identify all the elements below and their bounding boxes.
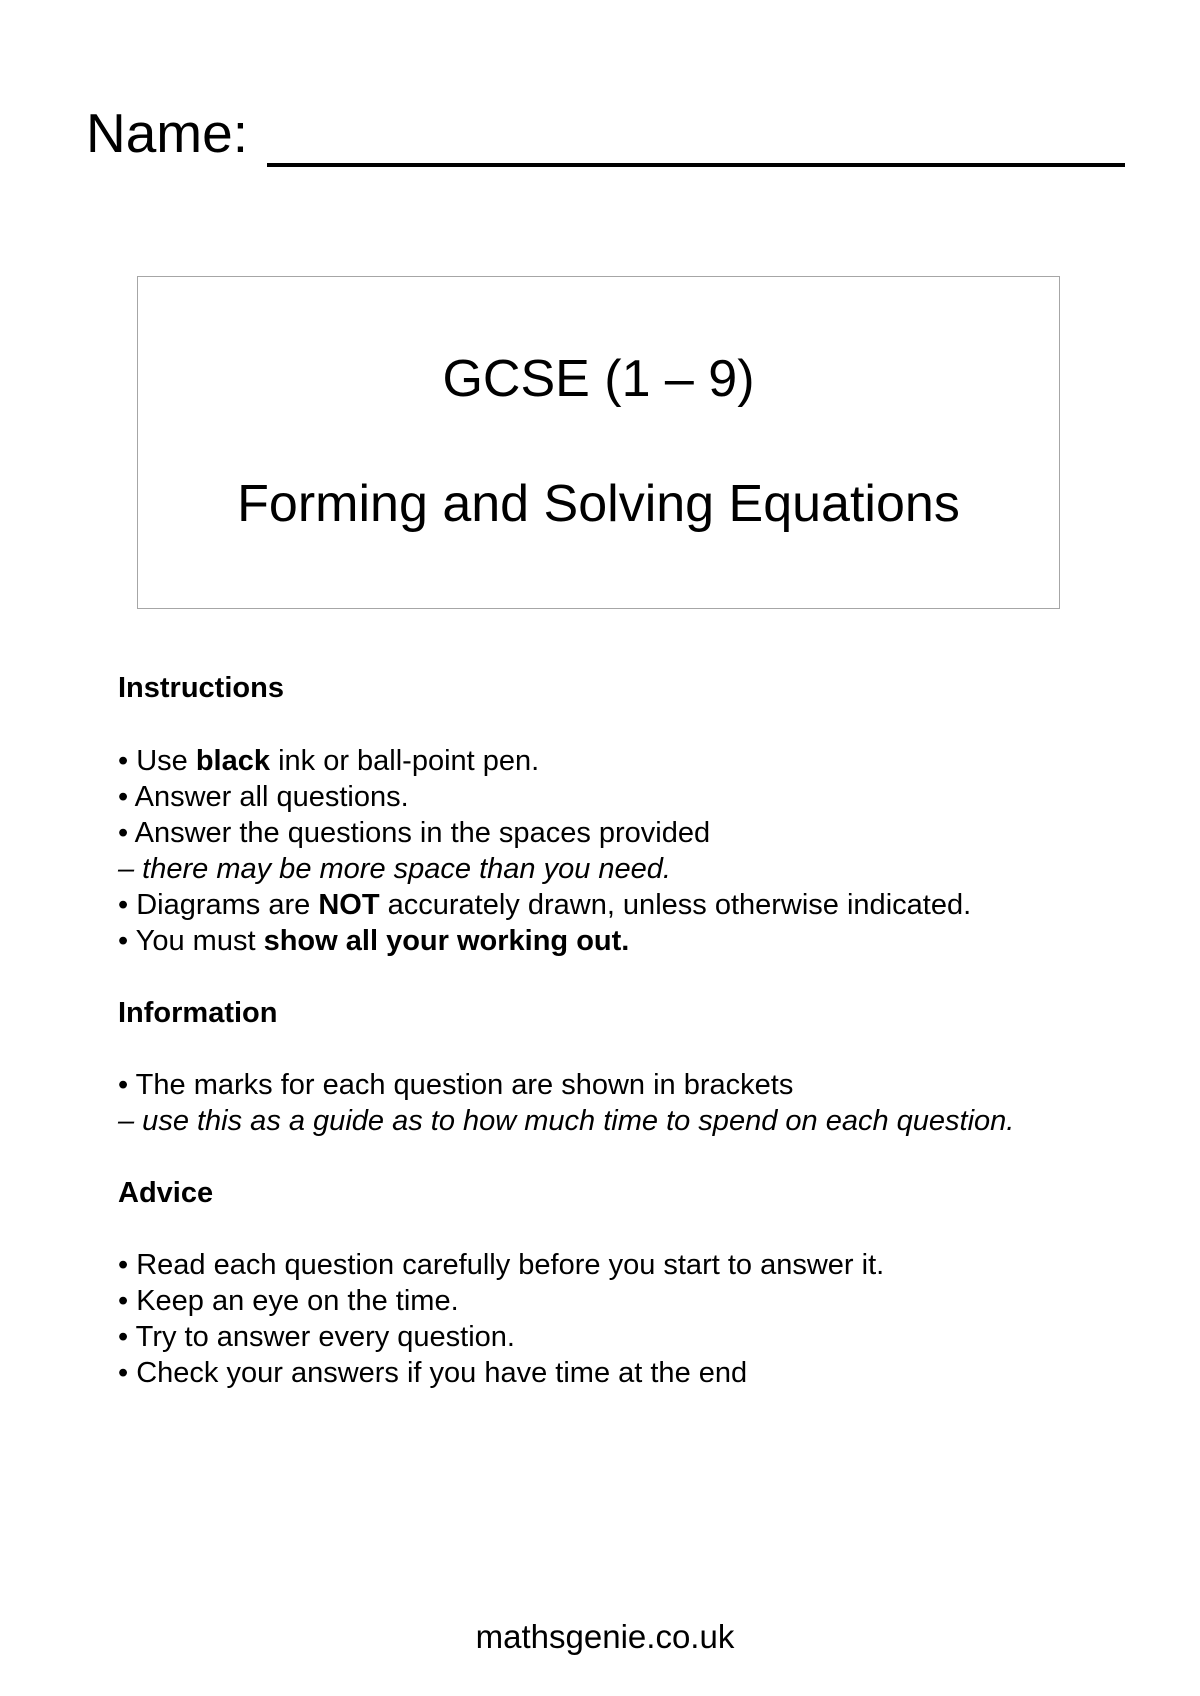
title-box <box>137 276 1060 609</box>
advice-item: • Check your answers if you have time at the end <box>118 1357 748 1389</box>
advice-item: • Try to answer every question. <box>118 1321 515 1353</box>
page-title: Forming and Solving Equations <box>237 475 960 533</box>
advice-item: • Read each question carefully before you start to answer it. <box>118 1249 885 1281</box>
exam-level: GCSE (1 – 9) <box>442 350 755 408</box>
information-item-note: – use this as a guide as to how much time to spend on each question. <box>118 1105 1015 1137</box>
name-label: Name: <box>86 102 248 164</box>
advice-heading: Advice <box>118 1177 214 1209</box>
instruction-item: • You must show all your working out. <box>118 925 630 957</box>
instruction-item: • Answer the questions in the spaces provided <box>118 817 711 849</box>
name-underline <box>267 163 1125 167</box>
instruction-item: • Answer all questions. <box>118 781 409 813</box>
instruction-item: • Use black ink or ball-point pen. <box>118 745 540 777</box>
instruction-item: • Diagrams are NOT accurately drawn, unless otherwise indicated. <box>118 889 972 921</box>
name-field <box>86 98 1126 178</box>
instructions-heading: Instructions <box>118 672 284 704</box>
footer-site: mathsgenie.co.uk <box>475 1618 735 1655</box>
advice-item: • Keep an eye on the time. <box>118 1285 459 1317</box>
information-heading: Information <box>118 997 278 1029</box>
information-item: • The marks for each question are shown in brackets <box>118 1069 794 1101</box>
instruction-item-note: – there may be more space than you need. <box>118 853 671 885</box>
